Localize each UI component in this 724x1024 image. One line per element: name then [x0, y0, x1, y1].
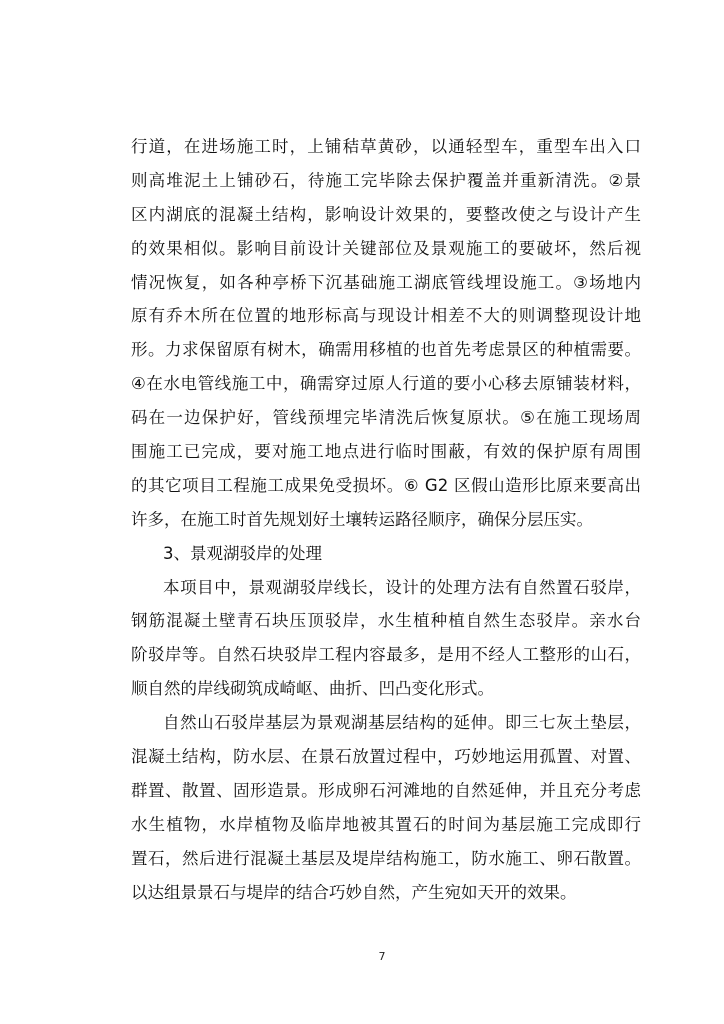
text-line: ④在水电管线施工中，确需穿过原人行道的要小心移去原铺装材料， — [131, 374, 641, 394]
text-line: 以达组景景石与堤岸的结合巧妙自然，产生宛如天开的效果。 — [131, 882, 577, 902]
body-text — [131, 130, 641, 909]
text-line: 混凝土结构，防水层、在景石放置过程中，巧妙地运用孤置、对置、 — [131, 747, 641, 767]
text-line: 的其它项目工程施工成果免受损坏。⑥ G2 区假山造形比原来要高出 — [131, 475, 641, 495]
text-line: 本项目中，景观湖驳岸线长，设计的处理方法有自然置石驳岸， — [163, 577, 641, 597]
text-line: 钢筋混凝土壁青石块压顶驳岸，水生植种植自然生态驳岸。亲水台 — [131, 611, 641, 631]
text-line: 的效果相似。影响目前设计关键部位及景观施工的要破坏，然后视 — [131, 238, 641, 258]
text-line: 顺自然的岸线砌筑成崎岖、曲折、凹凸变化形式。 — [131, 679, 494, 699]
text-line: 围施工已完成，要对施工地点进行临时围蔽，有效的保护原有周围 — [131, 442, 641, 462]
text-line: 区内湖底的混凝土结构，影响设计效果的，要整改使之与设计产生 — [131, 204, 641, 224]
text-line: 置石，然后进行混凝土基层及堤岸结构施工，防水施工、卵石散置。 — [131, 848, 641, 868]
text-line: 自然山石驳岸基层为景观湖基层结构的延伸。即三七灰土垫层， — [163, 713, 641, 733]
text-line: 群置、散置、固形造景。形成卵石河滩地的自然延伸，并且充分考虑 — [131, 780, 641, 800]
text-line: 许多，在施工时首先规划好土壤转运路径顺序，确保分层压实。 — [131, 509, 593, 529]
text-line: 形。力求保留原有树木，确需用移植的也首先考虑景区的种植需要。 — [131, 340, 641, 360]
text-line: 阶驳岸等。自然石块驳岸工程内容最多，是用不经人工整形的山石， — [131, 645, 641, 665]
section-heading: 3、景观湖驳岸的处理 — [163, 543, 322, 563]
page-number: 7 — [378, 950, 386, 963]
text-line: 情况恢复，如各种亭桥下沉基础施工湖底管线埋设施工。③场地内 — [131, 272, 641, 292]
text-line: 原有乔木所在位置的地形标高与现设计相差不大的则调整现设计地 — [131, 306, 641, 326]
text-line: 水生植物，水岸植物及临岸地被其置石的时间为基层施工完成即行 — [131, 814, 641, 834]
text-line: 行道，在进场施工时，上铺秸草黄砂，以通轻型车，重型车出入口 — [131, 137, 641, 156]
text-line: 码在一边保护好，管线预埋完毕清洗后恢复原状。⑤在施工现场周 — [131, 408, 641, 428]
text-line: 则高堆泥土上铺砂石，待施工完毕除去保护覆盖并重新清洗。②景 — [131, 170, 641, 190]
